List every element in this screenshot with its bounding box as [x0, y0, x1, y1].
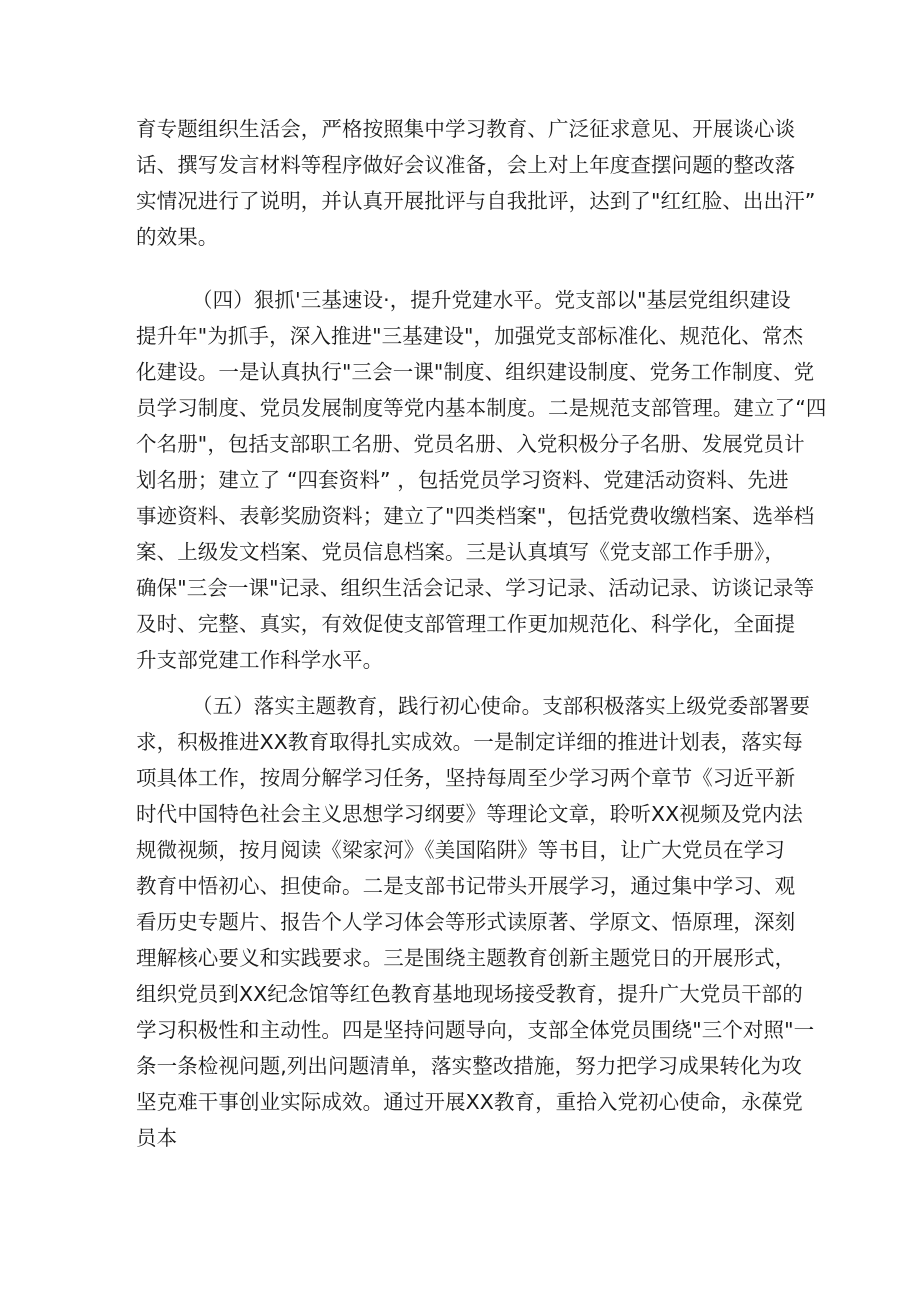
text-line: 员本 — [136, 1126, 178, 1150]
text-line: 育专题组织生活会，严格按照集中学习教育、广泛征求意见、开展谈心谈 — [136, 117, 796, 141]
text-line: 提升年"为抓手，深入推进"三基建设"，加强党支部标准化、规范化、常杰 — [136, 324, 804, 348]
text-line: 的效果。 — [136, 225, 219, 249]
text-line: 规微视频，按月阅读《梁家河》《美国陷阱》等书目，让广大党员在学习 — [136, 838, 785, 862]
text-line: 时代中国特色社会主义思想学习纲要》等理论文章，聆听XX视频及党内法 — [136, 802, 803, 826]
text-line: 实情况进行了说明，并认真开展批评与自我批评，达到了"红红脸、出出汗” — [136, 189, 816, 213]
text-line: 个名册"，包括支部职工名册、党员名册、入党积极分子名册、发展党员计 — [136, 432, 805, 456]
section-heading-line: （五）落实主题教育，践行初心使命。支部积极落实上级党委部署要 — [192, 694, 810, 718]
text-line: 事迹资料、表彰奖励资料；建立了"四类档案"，包括党费收缴档案、选举档 — [136, 504, 815, 528]
text-line: 坚克难干事创业实际成效。通过开展XX教育，重拾入党初心使命，永葆党 — [136, 1090, 803, 1114]
text-line: 学习积极性和主动性。四是坚持问题导向，支部全体党员围绕"三个对照"一 — [136, 1018, 815, 1042]
paragraph-organizational-life-meeting — [136, 111, 816, 255]
text-line: 化建设。一是认真执行"三会一课"制度、组织建设制度、党务工作制度、党 — [136, 360, 815, 384]
text-line: 升支部党建工作科学水平。 — [136, 648, 384, 672]
text-line: 求，积极推进XX教育取得扎实成效。一是制定详细的推进计划表，落实每 — [136, 730, 803, 754]
paragraph-section-four-party-building — [136, 282, 827, 678]
text-line: 话、撰写发言材料等程序做好会议准备，会上对上年度查摆问题的整改落 — [136, 153, 796, 177]
text-line: 划名册；建立了 “四套资料” ，包括党员学习资料、党建活动资料、先进 — [136, 468, 789, 492]
text-line: 员学习制度、党员发展制度等党内基本制度。二是规范支部管理。建立了“四 — [136, 396, 827, 420]
text-line: 组织党员到XX纪念馆等红色教育基地现场接受教育，提升广大党员干部的 — [136, 982, 803, 1006]
text-line: 项具体工作，按周分解学习任务，坚持每周至少学习两个章节《习近平新 — [136, 766, 796, 790]
paragraph-section-five-theme-education — [136, 688, 815, 1156]
text-line: 看历史专题片、报告个人学习体会等形式读原著、学原文、悟原理，深刻 — [136, 910, 796, 934]
text-line: 确保"三会一课"记录、组织生活会记录、学习记录、活动记录、访谈记录等 — [136, 576, 815, 600]
text-line: 及时、完整、真实，有效促使支部管理工作更加规范化、科学化，全面提 — [136, 612, 796, 636]
text-line: 案、上级发文档案、党员信息档案。三是认真填写《党支部工作手册》， — [136, 540, 785, 564]
text-line: 条一条检视问题,列出问题清单，落实整改措施，努力把学习成果转化为攻 — [136, 1054, 802, 1078]
section-heading-line: （四）狠抓'三基速设·，提升党建水平。党支部以"基层党组织建设 — [192, 288, 791, 312]
text-line: 教育中悟初心、担使命。二是支部书记带头开展学习，通过集中学习、观 — [136, 874, 796, 898]
text-line: 理解核心要义和实践要求。三是围绕主题教育创新主题党日的开展形式， — [136, 946, 796, 970]
